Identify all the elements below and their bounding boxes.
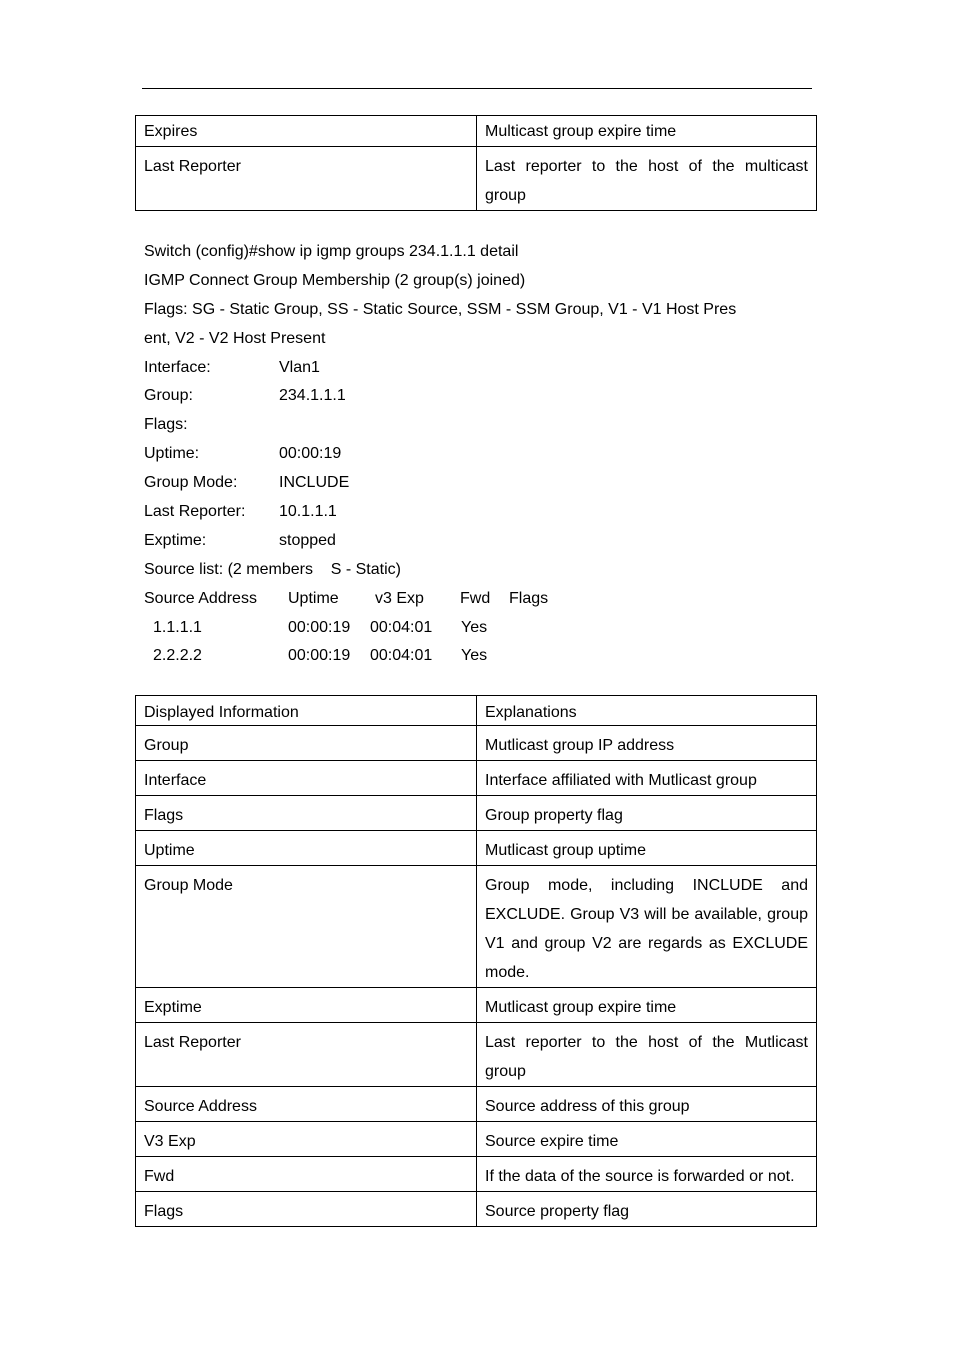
cli-membership-summary: IGMP Connect Group Membership (2 group(s) joined) — [144, 271, 526, 289]
row-field-explanation: Last reporter to the host of the Mutlicast group — [477, 1023, 817, 1087]
row-field-explanation: Mutlicast group expire time — [477, 988, 817, 1023]
cli-field-value: 00:00:19 — [279, 445, 342, 463]
table-row — [136, 1192, 817, 1227]
table-row — [136, 831, 817, 866]
row-field-explanation: Group mode, including INCLUDE and EXCLUDE. Group V3 will be available, group V1 and group V2 are regards as EXCLUDE mode. — [477, 866, 817, 988]
table-row — [136, 761, 817, 796]
row-field-name: Group Mode — [136, 866, 477, 988]
row-field-name: Uptime — [136, 831, 477, 866]
table-row — [136, 1157, 817, 1192]
row-field-explanation: Multicast group expire time — [477, 116, 817, 147]
row-field-name: Fwd — [136, 1157, 477, 1192]
row-field-explanation: If the data of the source is forwarded or not. — [477, 1157, 817, 1192]
cli-source-columns — [144, 585, 784, 614]
cli-field-key: Uptime: — [144, 445, 200, 463]
cli-source-rows — [144, 614, 784, 672]
header-displayed-information: Displayed Information — [136, 696, 477, 726]
source-v3exp: 00:04:01 — [370, 618, 433, 636]
top-explanation-table — [135, 115, 817, 211]
source-uptime: 00:00:19 — [288, 618, 351, 636]
cli-field-row — [144, 411, 784, 440]
cli-field-row — [144, 354, 784, 383]
source-v3exp: 00:04:01 — [370, 647, 433, 665]
row-field-name: Last Reporter — [136, 147, 477, 211]
table-row — [136, 796, 817, 831]
col-fwd: Fwd — [460, 589, 491, 607]
cli-flags-legend-line1: Flags: SG - Static Group, SS - Static Source, SSM - SSM Group, V1 - V1 Host Pres — [144, 300, 737, 318]
row-field-name: Group — [136, 726, 477, 761]
table-row — [136, 988, 817, 1023]
table-header-row — [136, 696, 817, 726]
cli-field-value: 234.1.1.1 — [279, 387, 346, 405]
row-field-explanation: Source property flag — [477, 1192, 817, 1227]
col-source-address: Source Address — [144, 589, 257, 607]
cli-field-value: INCLUDE — [279, 474, 350, 492]
source-fwd: Yes — [461, 618, 488, 636]
row-field-name: Exptime — [136, 988, 477, 1023]
cli-field-key: Exptime: — [144, 531, 207, 549]
cli-field-key: Flags: — [144, 416, 188, 434]
table-row — [136, 866, 817, 988]
cli-field-row — [144, 469, 784, 498]
col-uptime: Uptime — [288, 589, 339, 607]
row-field-explanation: Mutlicast group uptime — [477, 831, 817, 866]
row-field-name: V3 Exp — [136, 1122, 477, 1157]
row-field-name: Interface — [136, 761, 477, 796]
row-field-name: Flags — [136, 796, 477, 831]
table-row — [136, 116, 817, 147]
cli-field-value: stopped — [279, 531, 336, 549]
row-field-explanation: Mutlicast group IP address — [477, 726, 817, 761]
cli-field-key: Group Mode: — [144, 474, 238, 492]
cli-field-key: Interface: — [144, 358, 211, 376]
col-v3exp: v3 Exp — [375, 589, 424, 607]
cli-output — [144, 238, 784, 671]
row-field-explanation: Interface affiliated with Mutlicast group — [477, 761, 817, 796]
col-flags: Flags — [509, 589, 549, 607]
header-explanations: Explanations — [477, 696, 817, 726]
table-row — [136, 1023, 817, 1087]
row-field-name: Last Reporter — [136, 1023, 477, 1087]
cli-command: Switch (config)#show ip igmp groups 234.1.1.1 detail — [144, 243, 519, 260]
page-header-rule — [142, 88, 812, 89]
cli-source-list-header: Source list: (2 members S - Static) — [144, 560, 401, 578]
cli-field-row — [144, 382, 784, 411]
row-field-explanation: Source address of this group — [477, 1087, 817, 1122]
source-address: 1.1.1.1 — [153, 618, 202, 636]
bottom-explanation-table — [135, 695, 817, 1227]
cli-field-row — [144, 440, 784, 469]
source-address: 2.2.2.2 — [153, 647, 202, 665]
table-row — [136, 147, 817, 211]
cli-flags-legend-line2: ent, V2 - V2 Host Present — [144, 329, 326, 347]
cli-fields — [144, 354, 784, 556]
row-field-explanation: Last reporter to the host of the multicast group — [477, 147, 817, 211]
table-row — [136, 1122, 817, 1157]
cli-field-row — [144, 498, 784, 527]
cli-field-row — [144, 527, 784, 556]
cli-field-key: Group: — [144, 387, 193, 405]
table-row — [136, 726, 817, 761]
row-field-name: Flags — [136, 1192, 477, 1227]
table-row — [136, 1087, 817, 1122]
row-field-explanation: Source expire time — [477, 1122, 817, 1157]
row-field-name: Source Address — [136, 1087, 477, 1122]
cli-field-key: Last Reporter: — [144, 503, 246, 521]
row-field-name: Expires — [136, 116, 477, 147]
source-uptime: 00:00:19 — [288, 647, 351, 665]
cli-source-row — [144, 614, 784, 643]
row-field-explanation: Group property flag — [477, 796, 817, 831]
cli-field-value: 10.1.1.1 — [279, 503, 337, 521]
cli-source-row — [144, 642, 784, 671]
source-fwd: Yes — [461, 647, 488, 665]
cli-field-value: Vlan1 — [279, 358, 320, 376]
